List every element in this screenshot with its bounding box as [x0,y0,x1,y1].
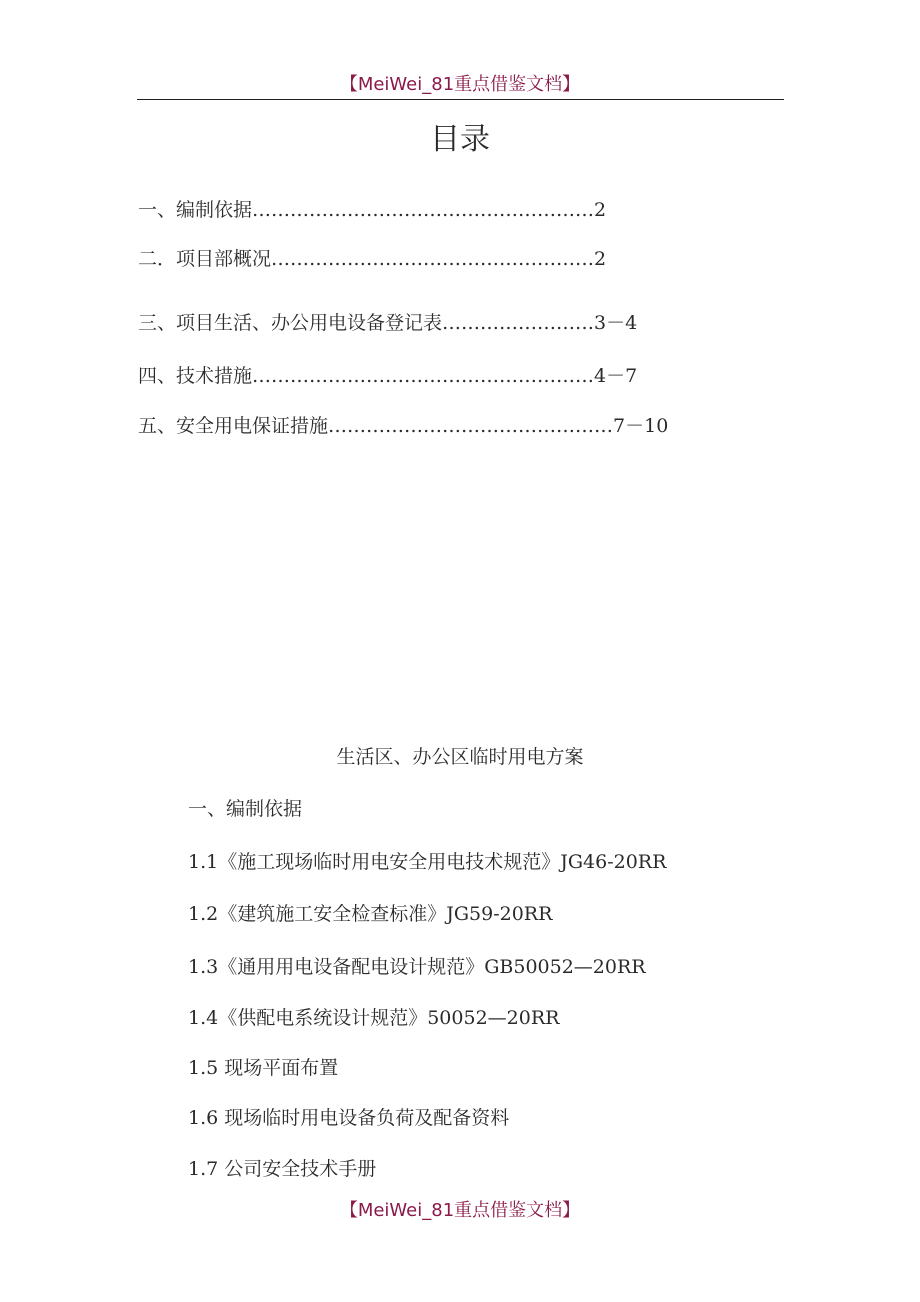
toc-item-leader: ……………………………………………… [252,199,595,221]
toc-item-leader: ……………………………………… [328,415,614,437]
footer-watermark: 【MeiWei_81重点借鉴文档】 [339,1200,581,1221]
list-item: 1.4《供配电系统设计规范》50052—20RR [188,1007,560,1029]
list-item: 1.2《建筑施工安全检查标准》JG59-20RR [188,903,553,925]
toc-item-page: 2 [594,248,607,270]
toc-item-page: 3－4 [594,312,638,334]
toc-item[interactable] [138,308,637,335]
toc-item-page: 4－7 [594,365,638,387]
section-heading: 一、编制依据 [188,798,303,820]
toc-title: 目录 [430,122,490,157]
list-item: 1.1《施工现场临时用电安全用电技术规范》JG46-20RR [188,851,667,873]
list-item: 1.7 公司安全技术手册 [188,1158,377,1180]
toc-item-page: 2 [594,199,607,221]
toc-item-label: 五、安全用电保证措施 [138,415,329,437]
toc-item[interactable] [138,195,606,222]
list-item: 1.3《通用用电设备配电设计规范》GB50052—20RR [188,956,646,978]
toc-item-page: 7－10 [613,415,669,437]
list-item: 1.5 现场平面布置 [188,1057,339,1079]
toc-item-label: 一、编制依据 [138,199,253,221]
toc-item-leader: ……………………………………………… [252,365,595,387]
header-divider [137,99,784,100]
toc-item-leader: …………………… [442,312,595,334]
toc-item-leader: …………………………………………… [271,248,595,270]
toc-item[interactable] [138,411,668,438]
header-watermark: 【MeiWei_81重点借鉴文档】 [339,74,581,95]
toc-item[interactable] [138,244,606,271]
toc-item-label: 二．项目部概况 [138,248,272,270]
list-item: 1.6 现场临时用电设备负荷及配备资料 [188,1107,510,1129]
section-title: 生活区、办公区临时用电方案 [336,746,584,768]
toc-item-label: 四、技术措施 [138,365,253,387]
toc-item-label: 三、项目生活、办公用电设备登记表 [138,312,443,334]
toc-item[interactable] [138,361,637,388]
